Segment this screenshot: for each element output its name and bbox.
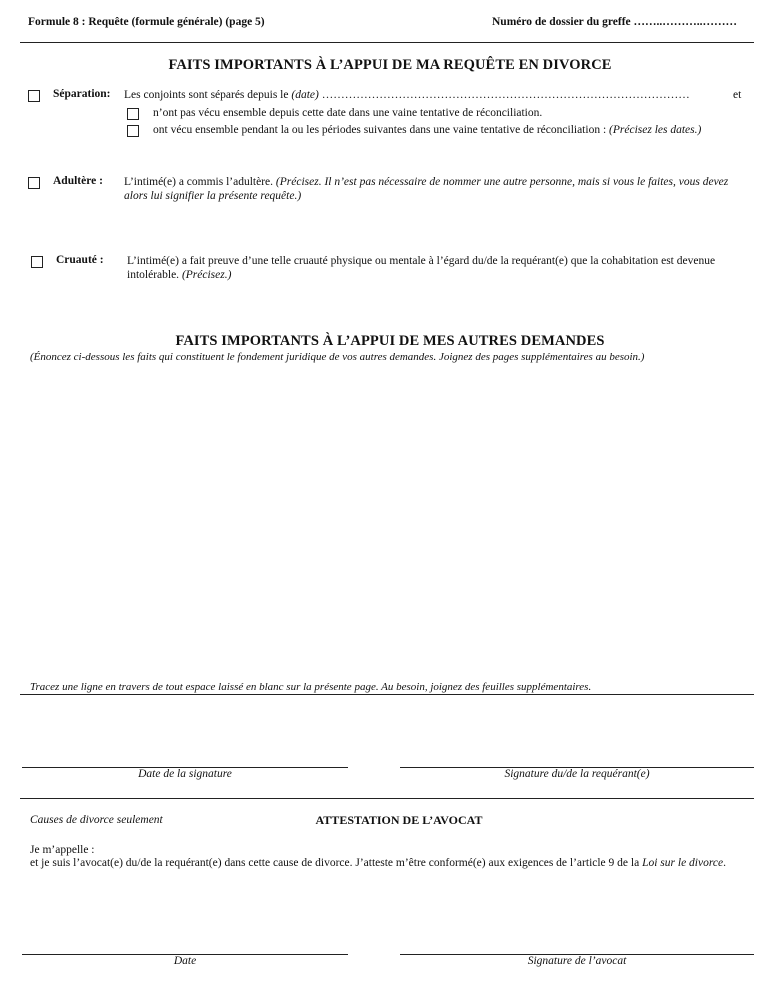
lived-together-periods-text: ont vécu ensemble pendant la ou les périodes suivantes dans une vaine tentative de réconciliation : [153,124,610,136]
lawyer-signature-label: Signature de l’avocat [527,955,627,967]
date-hint: (date) [291,89,319,101]
other-claims-instruction: (Énoncez ci-dessous les faits qui constituent le fondement juridique de vos autres demandes. Joignez des pages supplémentaires au besoin.) [30,351,645,363]
attestation-text-end: . [723,857,726,869]
adultery-label: Adultère : [53,175,103,187]
form-title: Formule 8 : Requête (formule générale) (page 5) [28,16,265,28]
attestation-title: ATTESTATION DE L’AVOCAT [315,813,483,827]
attestation-statement [30,856,742,870]
divorce-act-name: Loi sur le divorce [642,857,724,869]
section-other-claims-title: FAITS IMPORTANTS À L’APPUI DE MES AUTRES DEMANDES [175,333,605,349]
adultery-paragraph [124,175,749,203]
header-divider [20,42,754,43]
attestation-date-label: Date [173,955,197,967]
divorce-only-label: Causes de divorce seulement [30,814,163,826]
separation-label: Séparation: [53,88,111,100]
adultery-text: L’intimé(e) a commis l’adultère. [124,176,276,188]
signature-date-label: Date de la signature [138,768,232,780]
blank-space-note: Tracez une ligne en travers de tout espace laissé en blanc sur la présente page. Au besoin, joignez des feuilles supplémentaires. [30,681,592,693]
adultery-hint: (Précisez. Il n’est pas nécessaire de nommer une autre personne, mais si vous le faites, vous devez alors lui signifier la présente requête.) [124,176,729,202]
applicant-signature-label: Signature du/de la requérant(e) [504,768,650,780]
cruelty-hint: (Précisez.) [181,269,232,281]
other-claims-text-area[interactable] [30,372,750,672]
lived-together-periods-line [153,123,701,137]
not-lived-together-text: n’ont pas vécu ensemble depuis cette date dans une vaine tentative de réconciliation. [153,107,543,119]
cruelty-label: Cruauté : [56,254,104,266]
separation-and: et [733,89,742,101]
cruelty-text: L’intimé(e) a fait preuve d’une telle cruauté physique ou mentale à l’égard du/de la requérant(e) que la cohabitation est devenue intolérable. [127,255,716,281]
separation-date-line[interactable] [124,88,736,102]
lawyer-name-line: Je m’appelle : [30,844,95,856]
cruelty-checkbox[interactable] [31,256,43,268]
attestation-text: et je suis l’avocat(e) du/de la requérant(e) dans cette cause de divorce. J’atteste m’être conformé(e) aux exigences de l’article 9 de la [30,857,643,869]
file-number-field[interactable]: Numéro de dossier du greffe ……..………..……… [492,16,738,28]
not-lived-together-checkbox[interactable] [127,108,139,120]
separation-checkbox[interactable] [28,90,40,102]
lived-together-periods-hint: (Précisez les dates.) [609,124,702,136]
cruelty-paragraph [127,254,752,282]
blank-note-divider [20,694,754,695]
date-dots: …………………………………………………………………………………… [321,89,690,101]
separation-text: Les conjoints sont séparés depuis le [124,89,292,101]
adultery-checkbox[interactable] [28,177,40,189]
section-divorce-facts-title: FAITS IMPORTANTS À L’APPUI DE MA REQUÊTE EN DIVORCE [168,57,612,73]
attestation-divider [20,798,754,799]
lived-together-periods-checkbox[interactable] [127,125,139,137]
